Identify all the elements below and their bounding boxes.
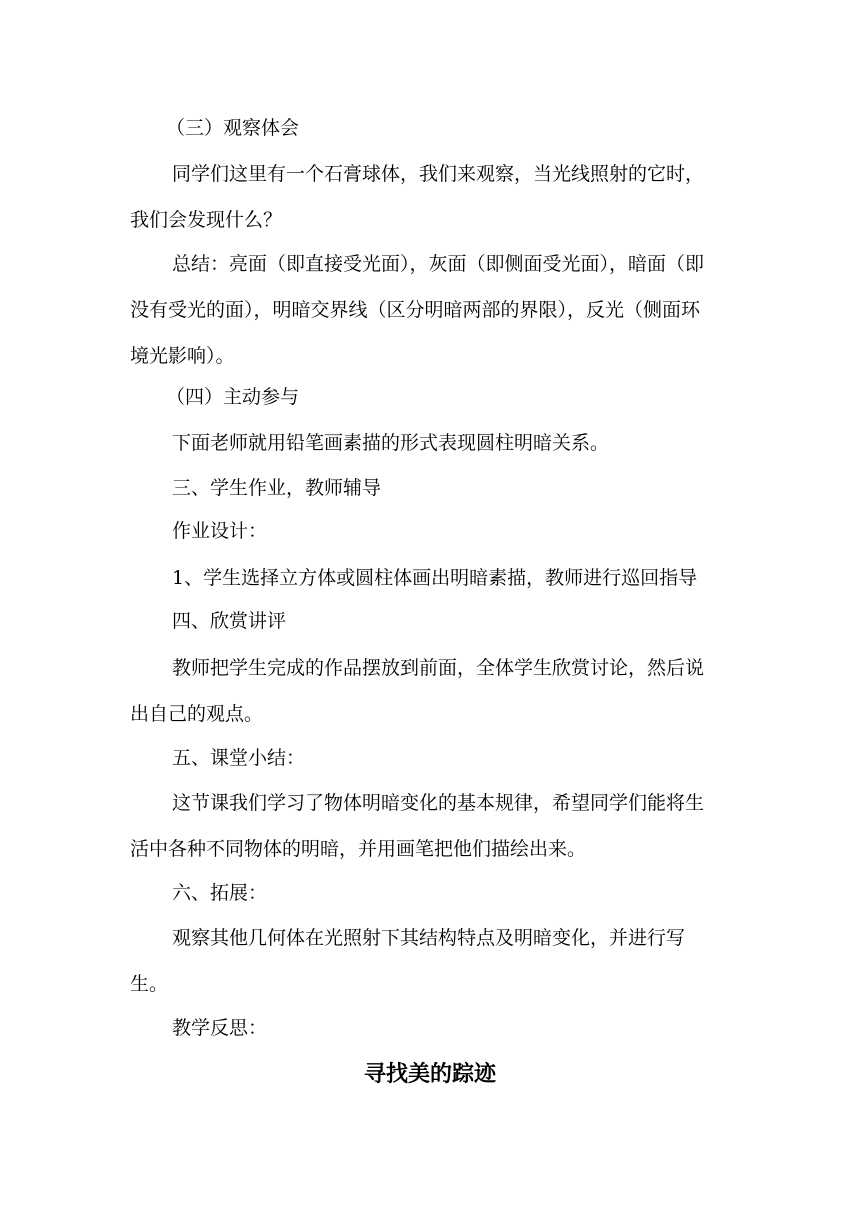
part-heading-homework: 三、学生作业，教师辅导 — [172, 477, 382, 499]
next-lesson-title: 寻找美的踪迹 — [363, 1062, 496, 1087]
paragraph-line: 活中各种不同物体的明暗，并用画笔把他们描绘出来。 — [130, 838, 587, 860]
part-heading-summary: 五、课堂小结： — [172, 747, 306, 769]
part-heading-review: 四、欣赏讲评 — [172, 610, 287, 632]
paragraph-line: 观察其他几何体在光照射下其结构特点及明暗变化，并进行写 — [172, 927, 686, 949]
paragraph-line: 境光影响）。 — [130, 345, 235, 367]
paragraph-extend — [130, 915, 735, 1007]
paragraph-line: 我们会发现什么？ — [130, 209, 283, 231]
reflection-label: 教学反思： — [172, 1017, 268, 1039]
paragraph-line: 出自己的观点。 — [130, 703, 264, 725]
paragraph-line: 同学们这里有一个石膏球体，我们来观察，当光线照射的它时， — [172, 163, 705, 185]
paragraph-summary — [130, 241, 735, 379]
paragraph-observe — [130, 151, 735, 243]
homework-item: 1、学生选择立方体或圆柱体画出明暗素描，教师进行巡回指导 — [172, 567, 698, 589]
paragraph-review — [130, 645, 735, 737]
homework-label: 作业设计： — [172, 520, 268, 542]
paragraph-line: 这节课我们学习了物体明暗变化的基本规律，希望同学们能将生 — [172, 792, 705, 814]
paragraph-line: 没有受光的面），明暗交界线（区分明暗两部的界限），反光（侧面环 — [130, 299, 701, 321]
section-heading-observe: （三）观察体会 — [166, 117, 300, 139]
paragraph-conclusion — [130, 780, 735, 872]
paragraph-line: 教师把学生完成的作品摆放到前面，全体学生欣赏讨论，然后说 — [172, 657, 705, 679]
paragraph-line: 总结：亮面（即直接受光面），灰面（即侧面受光面），暗面（即 — [172, 253, 705, 275]
section-heading-participate: （四）主动参与 — [166, 386, 300, 408]
paragraph-line: 生。 — [130, 973, 169, 995]
part-heading-extend: 六、拓展： — [172, 882, 268, 904]
paragraph-demo: 下面老师就用铅笔画素描的形式表现圆柱明暗关系。 — [172, 432, 610, 454]
